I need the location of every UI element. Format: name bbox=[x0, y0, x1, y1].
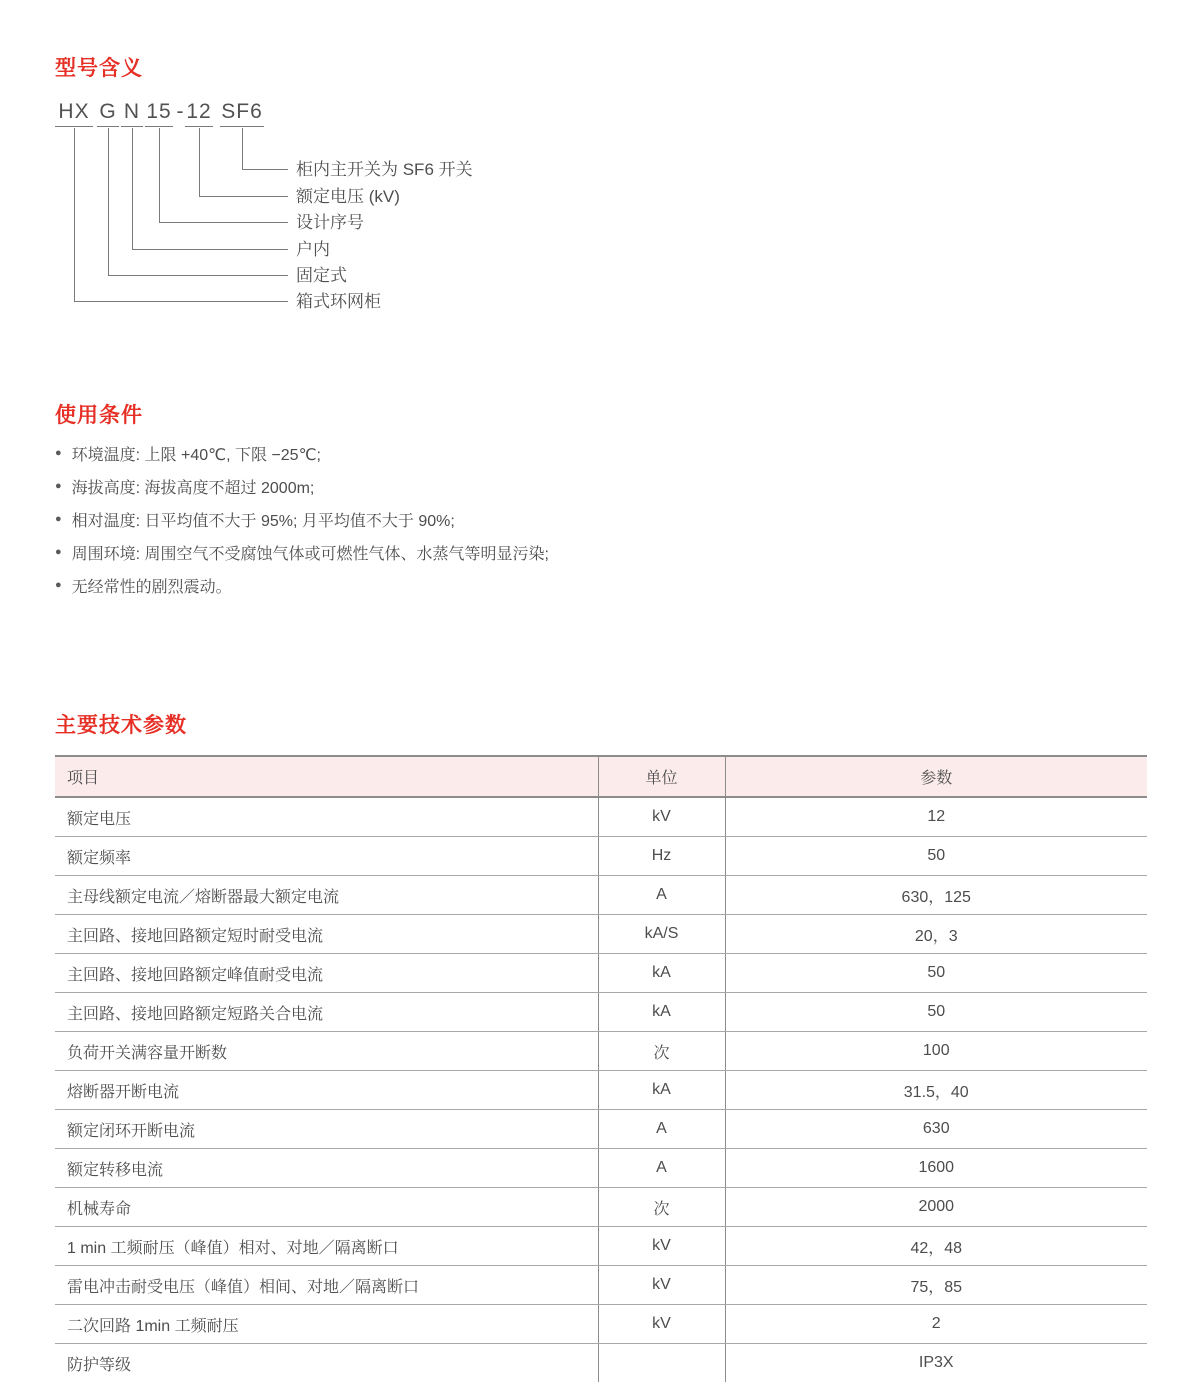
cell-item: 额定闭环开断电流 bbox=[55, 1110, 598, 1149]
table-row bbox=[55, 876, 1147, 915]
cell-unit: kV bbox=[598, 1266, 725, 1305]
cell-unit: Hz bbox=[598, 837, 725, 876]
model-code-hx: HX bbox=[55, 100, 93, 127]
tech-params-table bbox=[55, 755, 1147, 1382]
cell-item: 额定电压 bbox=[55, 797, 598, 837]
cell-value: IP3X bbox=[918, 1354, 954, 1371]
cell-unit: A bbox=[598, 1149, 725, 1188]
model-code-n: N bbox=[121, 100, 143, 127]
table-row bbox=[55, 1110, 1147, 1149]
table-row bbox=[55, 993, 1147, 1032]
col-header-item: 项目 bbox=[55, 756, 598, 797]
cell-value: 42，48 bbox=[725, 1227, 1147, 1266]
table-row bbox=[55, 797, 1147, 837]
table-row bbox=[55, 915, 1147, 954]
bullet-icon: ● bbox=[55, 579, 62, 591]
table-row bbox=[55, 1305, 1147, 1344]
cell-item: 熔断器开断电流 bbox=[55, 1071, 598, 1110]
model-code-g: G bbox=[97, 100, 119, 127]
model-label-n: 户内 bbox=[296, 240, 330, 259]
bullet-icon: ● bbox=[55, 447, 62, 459]
cell-item: 防护等级 bbox=[67, 1356, 132, 1374]
cell-value: 630 bbox=[725, 1110, 1147, 1149]
table-row bbox=[55, 1227, 1147, 1266]
cell-unit: kA/S bbox=[598, 915, 725, 954]
cell-unit: kA bbox=[598, 993, 725, 1032]
model-code-12: 12 bbox=[185, 100, 213, 127]
cell-item: 负荷开关满容量开断数 bbox=[55, 1032, 598, 1071]
section-title-tech-params: 主要技术参数 bbox=[55, 714, 187, 737]
bullet-text: 无经常性的剧烈震动。 bbox=[71, 579, 232, 596]
cell-unit: kA bbox=[598, 954, 725, 993]
cell-item: 额定转移电流 bbox=[55, 1149, 598, 1188]
bullet-text: 周围环境: 周围空气不受腐蚀气体或可燃性气体、水蒸气等明显污染; bbox=[71, 546, 549, 563]
connector-hx bbox=[74, 128, 288, 302]
table-header-row bbox=[55, 756, 1147, 797]
list-item bbox=[55, 470, 549, 503]
list-item bbox=[55, 503, 549, 536]
cell-item: 雷电冲击耐受电压（峰值）相间、对地／隔离断口 bbox=[55, 1266, 598, 1305]
cell-item: 主母线额定电流／熔断器最大额定电流 bbox=[55, 876, 598, 915]
cell-value: 75，85 bbox=[725, 1266, 1147, 1305]
table-row bbox=[55, 1266, 1147, 1305]
cell-unit: kV bbox=[598, 797, 725, 837]
cell-value: 31.5，40 bbox=[725, 1071, 1147, 1110]
cell-unit: 次 bbox=[598, 1032, 725, 1071]
table-row bbox=[55, 837, 1147, 876]
cell-unit bbox=[598, 1344, 725, 1383]
table-row bbox=[55, 1149, 1147, 1188]
model-code-sf6: SF6 bbox=[220, 100, 264, 127]
model-code-15: 15 bbox=[145, 100, 173, 127]
model-label-sf6: 柜内主开关为 SF6 开关 bbox=[296, 160, 473, 179]
col-header-value: 参数 bbox=[725, 756, 1147, 797]
bullet-text: 环境温度: 上限 +40℃, 下限 −25℃; bbox=[71, 447, 321, 464]
table-row bbox=[55, 954, 1147, 993]
cell-value: 50 bbox=[725, 993, 1147, 1032]
cell-item: 二次回路 1min 工频耐压 bbox=[55, 1305, 598, 1344]
cell-value: 1600 bbox=[725, 1149, 1147, 1188]
usage-conditions-list bbox=[55, 437, 549, 602]
cell-unit: kV bbox=[598, 1305, 725, 1344]
cell-unit: kA bbox=[598, 1071, 725, 1110]
cell-unit: kV bbox=[598, 1227, 725, 1266]
cell-value: 2000 bbox=[725, 1188, 1147, 1227]
bullet-icon: ● bbox=[55, 480, 62, 492]
model-label-15: 设计序号 bbox=[296, 213, 364, 232]
cell-value: 2 bbox=[725, 1305, 1147, 1344]
model-code-dash: - bbox=[176, 100, 184, 123]
bullet-text: 海拔高度: 海拔高度不超过 2000m; bbox=[71, 480, 315, 497]
bullet-icon: ● bbox=[55, 546, 62, 558]
section-title-model-meaning: 型号含义 bbox=[55, 57, 143, 80]
cell-unit: A bbox=[598, 876, 725, 915]
table-row bbox=[55, 1071, 1147, 1110]
cell-value: 100 bbox=[725, 1032, 1147, 1071]
table-row bbox=[55, 1344, 1147, 1383]
list-item bbox=[55, 437, 549, 470]
cell-item: 主回路、接地回路额定短时耐受电流 bbox=[55, 915, 598, 954]
cell-unit: A bbox=[598, 1110, 725, 1149]
list-item bbox=[55, 569, 549, 602]
model-label-hx: 箱式环网柜 bbox=[296, 292, 381, 311]
table-row bbox=[55, 1188, 1147, 1227]
cell-unit: 次 bbox=[598, 1188, 725, 1227]
bullet-icon: ● bbox=[55, 513, 62, 525]
cell-value: 50 bbox=[725, 954, 1147, 993]
cell-value: 12 bbox=[725, 797, 1147, 837]
cell-item: 1 min 工频耐压（峰值）相对、对地／隔离断口 bbox=[55, 1227, 598, 1266]
table-row bbox=[55, 1032, 1147, 1071]
cell-value: 630，125 bbox=[725, 876, 1147, 915]
col-header-unit: 单位 bbox=[598, 756, 725, 797]
bullet-text: 相对温度: 日平均值不大于 95%; 月平均值不大于 90%; bbox=[71, 513, 455, 530]
model-label-g: 固定式 bbox=[296, 266, 347, 285]
cell-value: 20，3 bbox=[725, 915, 1147, 954]
model-label-12: 额定电压 (kV) bbox=[296, 187, 400, 206]
cell-item: 机械寿命 bbox=[55, 1188, 598, 1227]
list-item bbox=[55, 536, 549, 569]
section-title-usage-conditions: 使用条件 bbox=[55, 404, 143, 427]
cell-value: 50 bbox=[725, 837, 1147, 876]
cell-item: 主回路、接地回路额定峰值耐受电流 bbox=[55, 954, 598, 993]
cell-item: 额定频率 bbox=[55, 837, 598, 876]
cell-item: 主回路、接地回路额定短路关合电流 bbox=[55, 993, 598, 1032]
